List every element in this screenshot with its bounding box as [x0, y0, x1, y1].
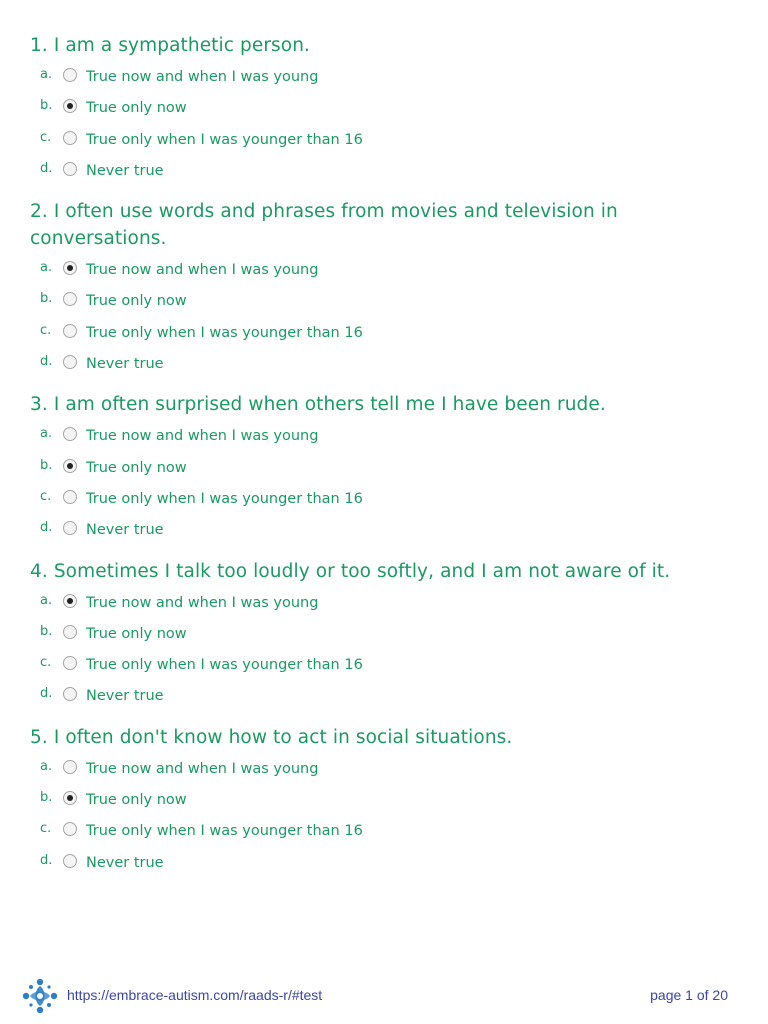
- radio-button[interactable]: [63, 68, 77, 82]
- answer-option[interactable]: [30, 68, 680, 99]
- option-letter: d.: [40, 520, 53, 536]
- answer-option[interactable]: [30, 355, 680, 386]
- option-letter: d.: [40, 852, 53, 868]
- option-letter: d.: [40, 160, 53, 176]
- option-label: True now and when I was young: [86, 69, 319, 85]
- answer-option[interactable]: [30, 791, 680, 822]
- answer-option[interactable]: [30, 99, 680, 130]
- option-letter: c.: [40, 322, 52, 338]
- question-text: 4. Sometimes I talk too loudly or too softly, and I am not aware of it.: [30, 560, 671, 582]
- option-label: True only when I was younger than 16: [86, 657, 363, 674]
- answer-option[interactable]: [30, 625, 680, 656]
- question-spacer: [30, 885, 680, 890]
- option-letter: b.: [40, 98, 53, 114]
- question-4: [30, 558, 680, 724]
- radio-button-selected[interactable]: [63, 99, 77, 113]
- option-label: True now and when I was young: [86, 760, 319, 777]
- option-letter: d.: [40, 354, 53, 370]
- radio-button[interactable]: [63, 131, 77, 145]
- answer-option[interactable]: [30, 490, 680, 521]
- question-text: 5. I often don't know how to act in social situations.: [30, 726, 513, 748]
- answer-option[interactable]: [30, 131, 680, 162]
- radio-button[interactable]: [63, 625, 77, 639]
- option-letter: a.: [40, 592, 53, 608]
- question-5: [30, 724, 680, 890]
- answer-option[interactable]: [30, 594, 680, 625]
- option-label: True only now: [86, 792, 187, 809]
- option-letter: b.: [40, 291, 53, 307]
- answer-option[interactable]: [30, 459, 680, 490]
- question-3: [30, 391, 680, 557]
- option-label: True only now: [86, 293, 187, 310]
- option-letter: c.: [40, 488, 52, 504]
- option-letter: b.: [40, 623, 53, 639]
- answer-option[interactable]: [30, 656, 680, 687]
- radio-button-selected[interactable]: [63, 791, 77, 805]
- question-text: 3. I am often surprised when others tell me I have been rude.: [30, 394, 606, 416]
- option-letter: a.: [40, 260, 53, 276]
- option-label: Never true: [86, 522, 164, 539]
- radio-button[interactable]: [63, 760, 77, 774]
- option-label: True only now: [86, 459, 187, 476]
- questionnaire: [30, 32, 680, 890]
- option-label: Never true: [86, 688, 164, 705]
- radio-button[interactable]: [63, 822, 77, 836]
- option-label: True only when I was younger than 16: [86, 324, 363, 341]
- question-text: 1. I am a sympathetic person.: [30, 35, 311, 56]
- answer-option[interactable]: [30, 162, 680, 193]
- option-label: True only when I was younger than 16: [86, 823, 363, 840]
- radio-button[interactable]: [63, 854, 77, 868]
- answer-option[interactable]: [30, 427, 680, 458]
- option-letter: c.: [40, 129, 52, 145]
- question-text: 2. I often use words and phrases from movies and television in conversations.: [30, 201, 618, 250]
- option-label: Never true: [86, 356, 164, 373]
- answer-option[interactable]: [30, 261, 680, 292]
- answer-option[interactable]: [30, 292, 680, 323]
- answer-option[interactable]: [30, 822, 680, 853]
- radio-button[interactable]: [63, 687, 77, 701]
- option-label: True now and when I was young: [86, 262, 319, 279]
- radio-button[interactable]: [63, 292, 77, 306]
- radio-button[interactable]: [63, 521, 77, 535]
- question-1: [30, 32, 680, 198]
- footer-url-link[interactable]: https://embrace-autism.com/raads-r/#test: [67, 987, 323, 1003]
- radio-button-selected[interactable]: [63, 459, 77, 473]
- option-label: True now and when I was young: [86, 428, 319, 445]
- option-letter: b.: [40, 457, 53, 473]
- option-label: Never true: [86, 854, 164, 871]
- radio-button[interactable]: [63, 656, 77, 670]
- answer-option[interactable]: [30, 687, 680, 718]
- option-letter: a.: [40, 67, 53, 82]
- radio-button[interactable]: [63, 355, 77, 369]
- radio-button[interactable]: [63, 490, 77, 504]
- question-list: [30, 32, 680, 890]
- question-2: [30, 198, 680, 391]
- option-letter: c.: [40, 821, 52, 837]
- option-letter: b.: [40, 790, 53, 806]
- radio-button[interactable]: [63, 324, 77, 338]
- option-letter: d.: [40, 686, 53, 702]
- radio-button-selected[interactable]: [63, 594, 77, 608]
- page-number: page 1 of 20: [650, 987, 728, 1003]
- answer-option[interactable]: [30, 324, 680, 355]
- embrace-autism-logo-icon: [20, 976, 60, 1016]
- page-footer: [20, 976, 728, 1016]
- option-label: True only now: [86, 625, 187, 642]
- answer-option[interactable]: [30, 521, 680, 552]
- answer-option[interactable]: [30, 760, 680, 791]
- radio-button[interactable]: [63, 162, 77, 176]
- option-letter: c.: [40, 655, 52, 671]
- option-label: True only now: [86, 100, 187, 117]
- option-letter: a.: [40, 426, 53, 442]
- radio-button[interactable]: [63, 427, 77, 441]
- option-label: True now and when I was young: [86, 594, 319, 611]
- answer-option[interactable]: [30, 854, 680, 885]
- option-letter: a.: [40, 758, 53, 774]
- option-label: True only when I was younger than 16: [86, 490, 363, 507]
- option-label: True only when I was younger than 16: [86, 131, 363, 148]
- option-label: Never true: [86, 162, 164, 179]
- radio-button-selected[interactable]: [63, 261, 77, 275]
